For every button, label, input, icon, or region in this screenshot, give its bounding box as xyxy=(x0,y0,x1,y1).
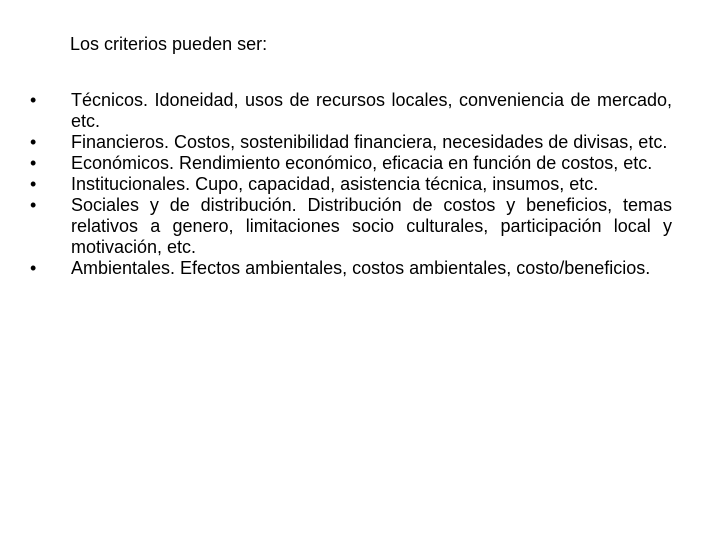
list-item-sociales xyxy=(30,195,672,258)
bullet-icon: • xyxy=(30,153,37,173)
list-item-tecnicos xyxy=(30,90,672,132)
list-item-text: Institucionales. Cupo, capacidad, asistencia técnica, insumos, etc. xyxy=(71,174,599,194)
bullet-icon: • xyxy=(30,90,37,110)
bullet-icon: • xyxy=(30,132,37,152)
list-item-text: Ambientales. Efectos ambientales, costos ambientales, costo/beneficios. xyxy=(71,258,651,278)
list-item-institucionales xyxy=(30,174,672,195)
bullet-icon: • xyxy=(30,195,37,215)
list-item-ambientales xyxy=(30,258,672,279)
list-item-text: Técnicos. Idoneidad, usos de recursos locales, conveniencia de mercado, etc. xyxy=(71,90,672,131)
list-item-text: Económicos. Rendimiento económico, eficacia en función de costos, etc. xyxy=(71,153,653,173)
bullet-icon: • xyxy=(30,258,37,278)
list-item-financieros xyxy=(30,132,672,153)
bullet-icon: • xyxy=(30,174,37,194)
criteria-list xyxy=(30,90,672,279)
list-item-text: Financieros. Costos, sostenibilidad financiera, necesidades de divisas, etc. xyxy=(71,132,668,152)
intro-text: Los criterios pueden ser: xyxy=(70,34,268,54)
list-item-text: Sociales y de distribución. Distribución de costos y beneficios, temas relativos a genero, limitaciones socio culturales, participación local y motivación, etc. xyxy=(71,195,672,257)
list-item-economicos xyxy=(30,153,672,174)
